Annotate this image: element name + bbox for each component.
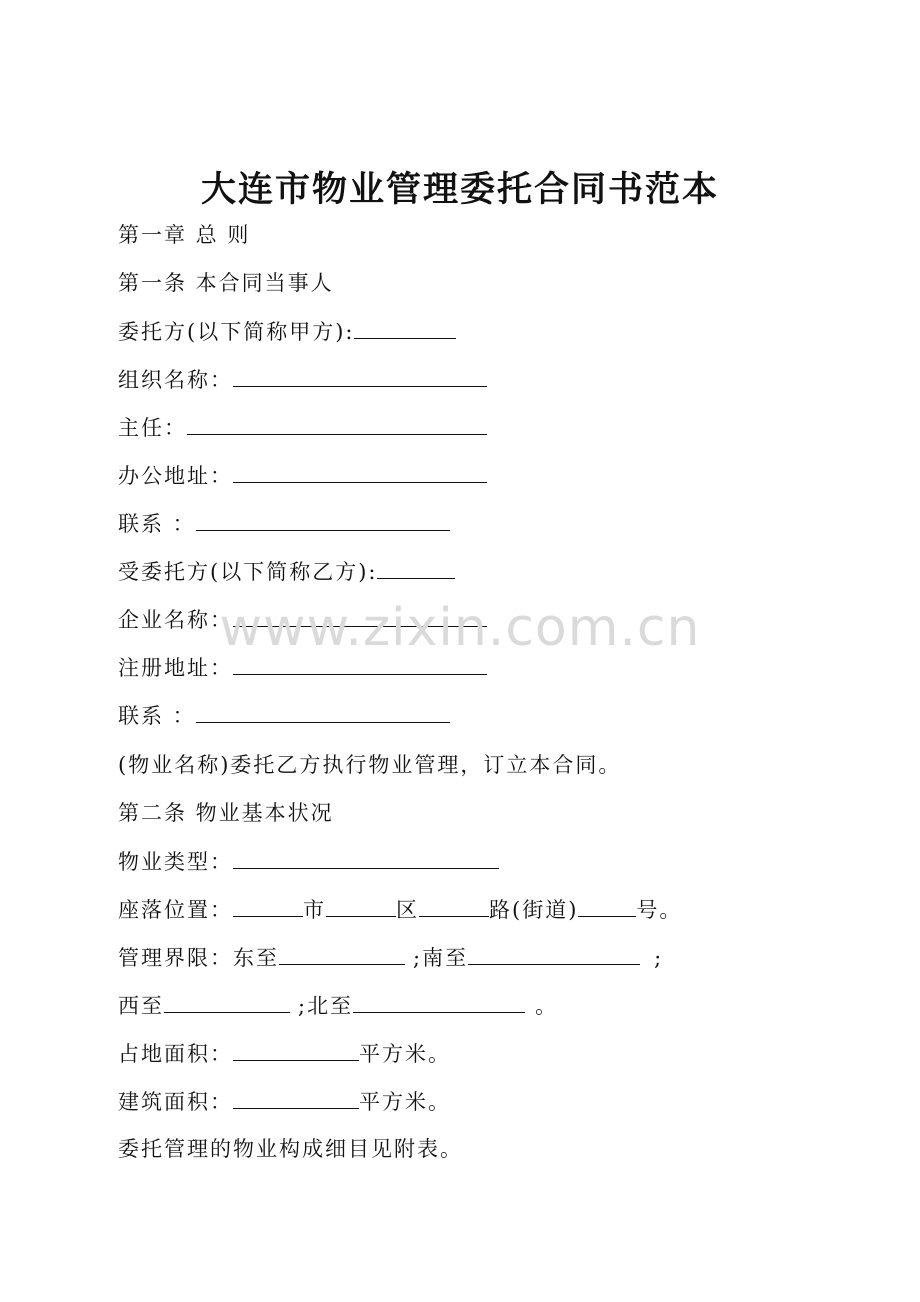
company-name-line [118, 604, 487, 634]
boundary-south-label: ;南至 [413, 946, 469, 970]
boundary-south-blank[interactable] [468, 942, 640, 965]
office-address-line [118, 460, 487, 490]
party-a-line [118, 316, 456, 346]
party-b-blank[interactable] [377, 556, 455, 579]
company-name-label: 企业名称： [118, 608, 233, 632]
chapter-heading-text: 第一章 总 则 [118, 223, 251, 247]
org-name-label: 组织名称： [118, 368, 233, 392]
property-type-line [118, 846, 499, 876]
land-area-blank[interactable] [233, 1038, 359, 1061]
land-area-unit: 平方米。 [359, 1042, 451, 1066]
office-address-label: 办公地址： [118, 464, 233, 488]
contact-a-blank[interactable] [196, 508, 450, 531]
org-name-line [118, 364, 487, 394]
contact-a-line [118, 508, 450, 538]
director-line [118, 412, 487, 442]
location-road-label: 路(街道) [489, 898, 579, 922]
land-area-label: 占地面积： [118, 1042, 233, 1066]
building-area-label: 建筑面积： [118, 1090, 233, 1114]
detail-note-text: 委托管理的物业构成细目见附表。 [118, 1137, 463, 1161]
director-blank[interactable] [187, 412, 487, 435]
director-label: 主任： [118, 416, 187, 440]
chapter-heading [118, 220, 250, 250]
building-area-line [118, 1086, 451, 1116]
location-city-label: 市 [303, 898, 326, 922]
location-number-blank[interactable] [578, 894, 636, 917]
watermark: www.zixin.com.cn [219, 598, 701, 658]
contact-b-label: 联系 ： [118, 704, 196, 728]
contact-b-line [118, 700, 450, 730]
location-district-blank[interactable] [326, 894, 396, 917]
boundary-west-label: 西至 [118, 994, 164, 1018]
org-name-blank[interactable] [233, 364, 487, 387]
boundary-line-1 [118, 942, 663, 972]
party-a-blank[interactable] [354, 316, 456, 339]
location-label: 座落位置： [118, 898, 233, 922]
location-line [118, 894, 682, 924]
boundary-end-1: ; [654, 946, 664, 970]
property-type-label: 物业类型： [118, 850, 233, 874]
contact-b-blank[interactable] [196, 700, 450, 723]
registered-address-blank[interactable] [233, 652, 487, 675]
boundary-north-blank[interactable] [353, 990, 525, 1013]
article-heading [118, 268, 334, 298]
boundary-east-blank[interactable] [279, 942, 405, 965]
location-district-label: 区 [396, 898, 419, 922]
article2-heading-text: 第二条 物业基本状况 [118, 801, 334, 825]
entrust-sentence [118, 750, 621, 780]
location-city-blank[interactable] [233, 894, 303, 917]
article2-heading [118, 798, 334, 828]
registered-address-label: 注册地址： [118, 656, 233, 680]
boundary-north-label: ;北至 [298, 994, 354, 1018]
company-name-blank[interactable] [233, 604, 487, 627]
article-heading-text: 第一条 本合同当事人 [118, 271, 334, 295]
office-address-blank[interactable] [233, 460, 487, 483]
party-a-label: 委托方(以下简称甲方): [118, 320, 355, 344]
boundary-line-2 [118, 990, 558, 1020]
building-area-blank[interactable] [233, 1086, 359, 1109]
party-b-line [118, 556, 455, 586]
boundary-end-2: 。 [535, 994, 559, 1018]
document-title: 大连市物业管理委托合同书范本 [200, 169, 719, 210]
location-number-label: 号。 [636, 898, 683, 922]
boundary-west-blank[interactable] [164, 990, 290, 1013]
property-type-blank[interactable] [233, 846, 499, 869]
party-b-label: 受委托方(以下简称乙方): [118, 560, 378, 584]
building-area-unit: 平方米。 [359, 1090, 451, 1114]
location-road-blank[interactable] [419, 894, 489, 917]
land-area-line [118, 1038, 451, 1068]
detail-note [118, 1134, 463, 1164]
contact-a-label: 联系 ： [118, 512, 196, 536]
entrust-sentence-text: (物业名称)委托乙方执行物业管理，订立本合同。 [118, 753, 622, 777]
boundary-east-label: 管理界限：东至 [118, 946, 279, 970]
registered-address-line [118, 652, 487, 682]
